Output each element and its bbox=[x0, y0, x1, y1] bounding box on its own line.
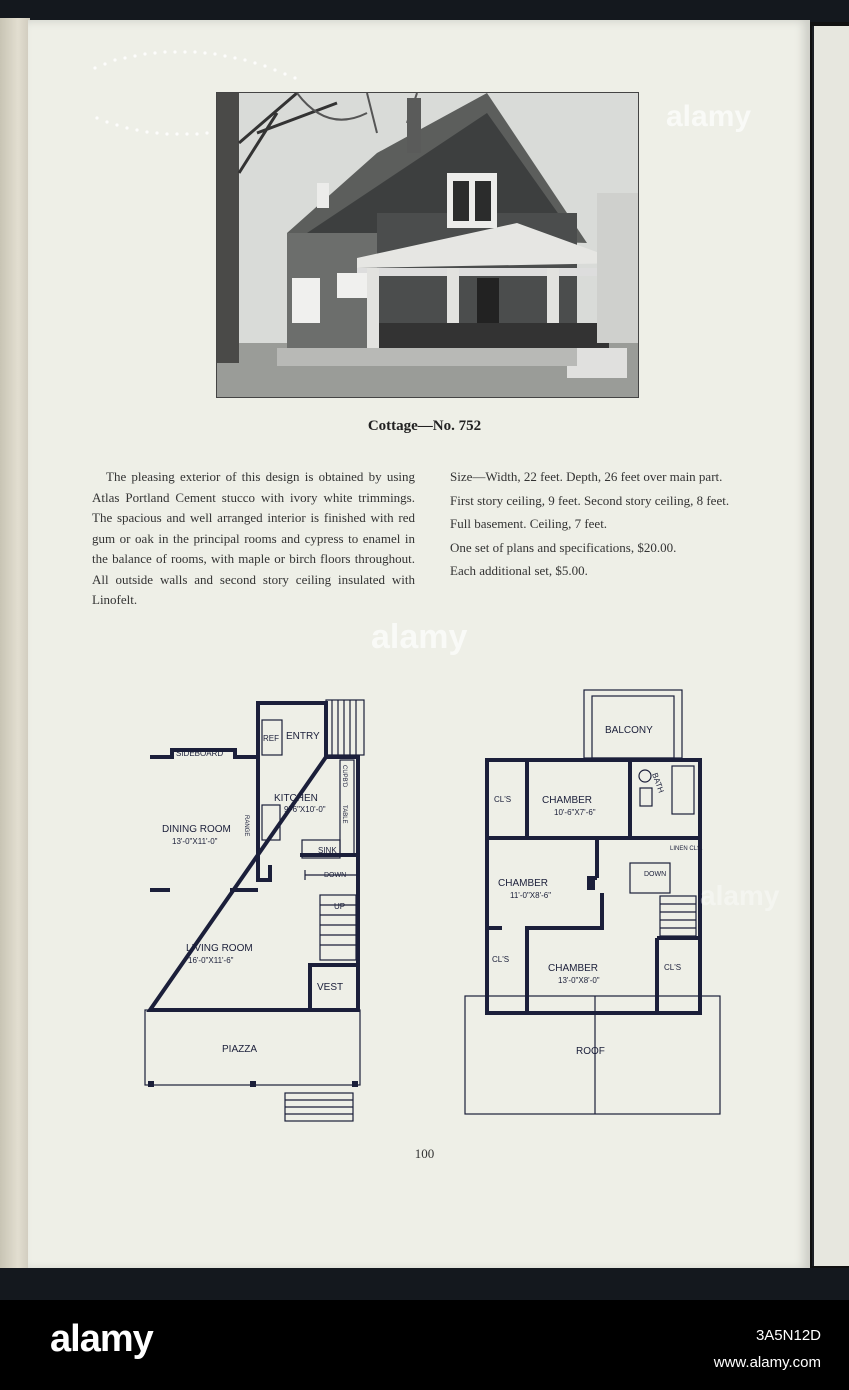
chamber-2-size: 11'-0"X8'-6" bbox=[510, 891, 552, 900]
balcony-label: BALCONY bbox=[605, 725, 653, 736]
bath-label: BATH bbox=[650, 771, 666, 795]
cupboard-label: CUPB'D bbox=[341, 765, 347, 788]
second-floor-plan bbox=[462, 688, 724, 1120]
living-room-size: 16'-0"X11'-6" bbox=[188, 956, 234, 965]
image-credit bbox=[714, 1322, 821, 1376]
dining-room-size: 13'-0"X11'-0" bbox=[172, 837, 218, 846]
book-binding bbox=[0, 18, 30, 1268]
linen-closet-label: LINEN CLS. bbox=[670, 846, 703, 852]
spec-plans-price: One set of plans and specifications, $20.00. bbox=[450, 539, 677, 555]
chamber-3-size: 13'-0"X8'-0" bbox=[558, 976, 600, 985]
dining-room-label: DINING ROOM bbox=[162, 824, 231, 835]
house-photograph bbox=[216, 92, 639, 398]
chamber-1-size: 10'-6"X7'-6" bbox=[554, 808, 596, 817]
alamy-url[interactable]: www.alamy.com bbox=[713, 1354, 821, 1371]
stairs-up-label: UP bbox=[334, 902, 346, 911]
spec-additional-price: Each additional set, $5.00. bbox=[450, 563, 588, 578]
piazza-label: PIAZZA bbox=[222, 1044, 258, 1055]
kitchen-size: 9'-6"X10'-0" bbox=[284, 805, 326, 814]
scanner-bottom-edge bbox=[0, 1268, 849, 1300]
kitchen-label: KITCHEN bbox=[274, 793, 318, 804]
image-id: 3A5N12D bbox=[755, 1327, 821, 1344]
page-number: 100 bbox=[414, 1146, 435, 1161]
sink-label: SINK bbox=[318, 846, 337, 855]
spec-ceilings: First story ceiling, 9 feet. Second story ceiling, 8 feet. bbox=[450, 492, 730, 508]
chamber-2-label: CHAMBER bbox=[498, 878, 549, 889]
closet-3-label: CL'S bbox=[664, 963, 682, 972]
design-title: Cottage—No. 752 bbox=[367, 418, 482, 434]
watermark-center: alamy bbox=[371, 618, 468, 656]
refrigerator-label: REF bbox=[263, 734, 279, 743]
spec-size: Size—Width, 22 feet. Depth, 26 feet over main part. bbox=[450, 469, 723, 484]
range-label: RANGE bbox=[243, 815, 249, 837]
table-label: TABLE bbox=[341, 805, 347, 824]
adjacent-page-edge bbox=[812, 26, 849, 1266]
chamber-1-label: CHAMBER bbox=[542, 795, 593, 806]
watermark-top-right: alamy bbox=[666, 100, 752, 133]
closet-1-label: CL'S bbox=[494, 795, 512, 804]
alamy-logo[interactable]: alamy bbox=[50, 1318, 153, 1360]
first-floor-plan bbox=[140, 695, 375, 1125]
sideboard-label: SIDEBOARD bbox=[176, 749, 224, 758]
watermark-right: alamy bbox=[700, 880, 780, 911]
entry-label: ENTRY bbox=[286, 731, 320, 742]
closet-2-label: CL'S bbox=[492, 955, 510, 964]
specifications bbox=[436, 467, 762, 582]
chamber-3-label: CHAMBER bbox=[548, 963, 599, 974]
vestibule-label: VEST bbox=[317, 982, 344, 993]
description-paragraph: The pleasing exterior of this design is obtained by using Atlas Portland Cement stucco with ivory white trimmings. The spacious and well arranged interior is finished with red gum or oak in the principal rooms and cypress to enamel in the balance of rooms, with maple or birch floors throughout. All outside walls and second story ceiling insulated with Linofelt. bbox=[92, 469, 415, 607]
spec-basement: Full basement. Ceiling, 7 feet. bbox=[450, 516, 608, 531]
scanner-top-edge bbox=[0, 0, 849, 22]
stairs-down-label: DOWN bbox=[644, 871, 667, 878]
roof-label: ROOF bbox=[576, 1046, 605, 1057]
stairs-down-label: DOWN bbox=[324, 872, 347, 879]
living-room-label: LIVING ROOM bbox=[186, 943, 253, 954]
